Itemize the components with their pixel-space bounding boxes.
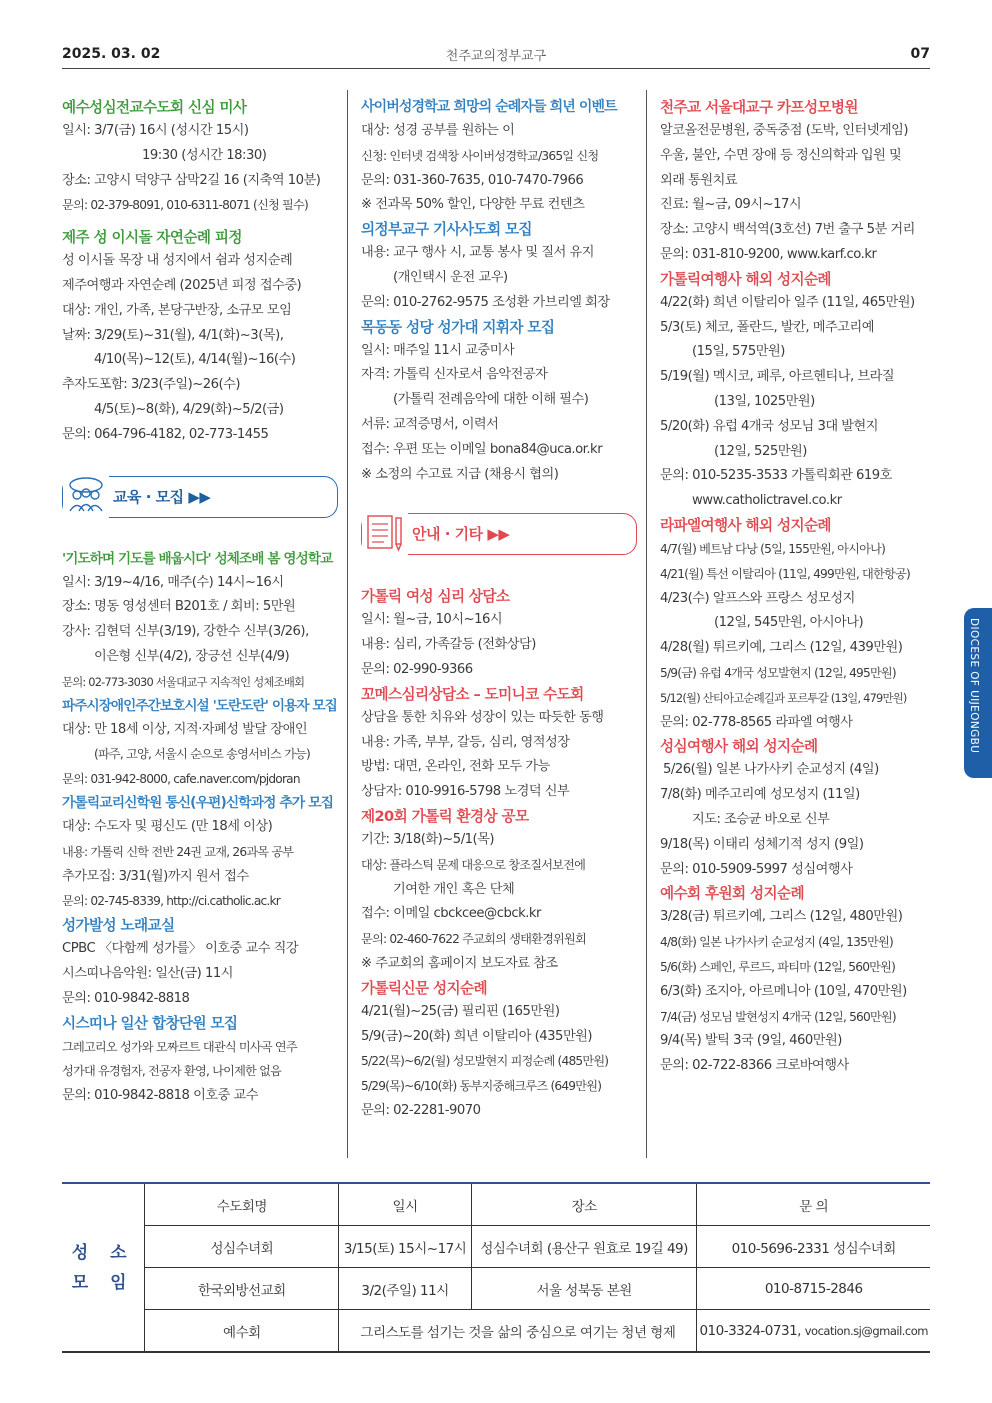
notice-theology-course xyxy=(62,792,338,914)
column-header: 장소 xyxy=(471,1183,697,1226)
notice-title: 성심여행사 해외 성지순례 xyxy=(660,738,818,756)
notice-karf-hospital xyxy=(660,96,936,268)
notice-line: 5/12(월) 산티아고순례길과 포르투갈 (13일, 479만원) xyxy=(660,690,907,705)
table-cell: 서울 성북동 본원 xyxy=(471,1268,697,1310)
notice-line: (12일, 525만원) xyxy=(714,443,807,459)
table-row xyxy=(62,1226,930,1268)
notice-line: 5/20(화) 유럽 4개국 성모님 3대 발현지 xyxy=(660,418,879,434)
notice-line: 문의: 02-722-8366 크로바여행사 xyxy=(660,1058,849,1074)
notice-environment-award xyxy=(361,805,637,977)
notice-line: (15일, 575만원) xyxy=(692,344,785,360)
notice-line: 자격: 가톨릭 신자로서 음악전공자 xyxy=(361,367,548,383)
notice-line: 일시: 월~금, 10시~16시 xyxy=(361,612,503,628)
vocation-gathering-table xyxy=(62,1182,930,1353)
table-cell: 한국외방선교회 xyxy=(145,1268,339,1310)
notice-line: 일시: 3/19~4/16, 매주(수) 14시~16시 xyxy=(62,574,284,590)
notice-line: 알코올전문병원, 중독중점 (도박, 인터넷게임) xyxy=(660,123,909,138)
people-icon xyxy=(63,473,109,519)
notice-line: 5/9(금)~20(화) 희년 이탈리아 (435만원) xyxy=(361,1028,593,1044)
notice-line: 내용: 가톨릭 신학 전반 24권 교재, 26과목 공부 xyxy=(62,844,294,859)
notice-line: 문의: 02-778-8565 라파엘 여행사 xyxy=(660,714,853,730)
notice-line: 4/8(화) 일본 나가사키 순교성지 (4일, 135만원) xyxy=(660,935,893,950)
notice-line: 대상: 수도자 및 평신도 (만 18세 이상) xyxy=(62,818,273,834)
notice-title: 가톨릭여행사 해외 성지순례 xyxy=(660,270,831,288)
section-banner-education xyxy=(62,476,338,518)
notice-line: 4/22(화) 희년 이탈리아 일주 (11일, 465만원) xyxy=(660,294,915,310)
notice-line: 3/28(금) 튀르키예, 그리스 (12일, 480만원) xyxy=(660,909,903,925)
table-cell: 010-8715-2846 xyxy=(697,1268,930,1310)
notice-women-counseling xyxy=(361,585,637,682)
notice-singing-class xyxy=(62,914,338,1011)
notice-title: 제20회 가톨릭 환경상 공모 xyxy=(361,807,529,825)
notice-line: www.catholictravel.co.kr xyxy=(692,493,842,509)
notice-choir-conductor xyxy=(361,316,637,488)
column-3 xyxy=(660,96,936,1079)
notice-line: 성 이시돌 목장 내 성지에서 쉼과 성지순례 xyxy=(62,253,293,269)
notice-line: 4/10(목)~12(토), 4/14(월)~16(수) xyxy=(94,352,296,368)
notice-title: 천주교 서울대교구 카프성모병원 xyxy=(660,99,858,116)
notice-line: 일시: 3/7(금) 16시 (성시간 15시) xyxy=(62,123,249,138)
notice-line: CPBC 〈다함께 성가를〉 이호중 교수 직강 xyxy=(62,941,299,957)
notice-line: ※ 소정의 수고료 지급 (채용시 협의) xyxy=(361,466,559,482)
notice-line: 이은형 신부(4/2), 장긍선 신부(4/9) xyxy=(94,648,290,664)
notice-line: 진료: 월~금, 09시~17시 xyxy=(660,197,802,213)
notice-line: (13일, 1025만원) xyxy=(714,393,815,409)
notice-sacred-heart-mass xyxy=(62,96,338,218)
notice-line: 일시: 매주일 11시 교중미사 xyxy=(361,342,515,358)
publication-title: 천주교의정부교구 xyxy=(445,49,547,64)
notice-line: 문의: 02-745-8339, http://ci.catholic.ac.kr xyxy=(62,894,280,909)
notice-line: 4/21(월)~25(금) 필리핀 (165만원) xyxy=(361,1003,560,1019)
notice-line: ※ 주교회의 홈페이지 보도자료 참조 xyxy=(361,955,558,971)
table-row xyxy=(62,1268,930,1310)
table-cell: 예수회 xyxy=(145,1310,339,1353)
notice-title: 예수성심전교수도회 신심 미사 xyxy=(62,99,247,116)
notice-line: 5/22(목)~6/2(월) 성모발현지 피정순례 (485만원) xyxy=(361,1054,609,1069)
notice-line: 장소: 명동 영성센터 B201호 / 회비: 5만원 xyxy=(62,599,296,615)
column-divider xyxy=(646,90,647,1158)
notice-title: 사이버성경학교 희망의 순례자들 희년 이벤트 xyxy=(361,99,617,115)
notice-line: 문의: 010-5909-5997 성심여행사 xyxy=(660,861,853,877)
page-number: 07 xyxy=(910,46,930,62)
notice-line: 대상: 성경 공부를 원하는 이 xyxy=(361,123,515,138)
column-divider xyxy=(347,90,348,1158)
notice-title: 가톨릭교리신학원 통신(우편)신학과정 추가 모집 xyxy=(62,794,334,811)
diocese-side-tab xyxy=(964,608,992,778)
notice-line: 추가모집: 3/31(월)까지 원서 접수 xyxy=(62,868,249,884)
notice-title: 제주 성 이시돌 자연순례 피정 xyxy=(62,229,242,247)
notice-line: 대상: 플라스틱 문제 대응으로 창조질서보전에 xyxy=(361,857,586,872)
notice-line: 문의: 02-990-9366 xyxy=(361,661,473,677)
notice-line: 접수: 우편 또는 이메일 bona84@uca.or.kr xyxy=(361,441,603,457)
table-side-label: 성 소 모 임 xyxy=(62,1183,145,1352)
banner-label: 안내 · 기타 ▶▶ xyxy=(412,525,510,544)
notice-line: 신청: 인터넷 검색창 사이버성경학교/365일 신청 xyxy=(361,148,599,163)
notice-title: 라파엘여행사 해외 성지순례 xyxy=(660,516,831,534)
notice-prayer-school xyxy=(62,548,338,695)
notice-raphael-travel xyxy=(660,514,936,735)
notice-line: 날짜: 3/29(토)~31(월), 4/1(화)~3(목), xyxy=(62,327,284,343)
notice-line: (파주, 고양, 서울시 순으로 송영서비스 가능) xyxy=(94,747,310,762)
table-cell: 그리스도를 섬기는 것을 삶의 중심으로 여기는 청년 형제 xyxy=(339,1310,697,1353)
column-header: 문 의 xyxy=(697,1183,930,1226)
notice-line: 장소: 고양시 백석역(3호선) 7번 출구 5분 거리 xyxy=(660,222,915,238)
notice-line: 5/6(화) 스페인, 루르드, 파티마 (12일, 560만원) xyxy=(660,959,896,974)
notice-title: '기도하며 기도를 배웁시다' 성체조배 봄 영성학교 xyxy=(62,550,333,567)
notice-line: 4/7(월) 베트남 다낭 (5일, 155만원, 아시아나) xyxy=(660,541,886,556)
notice-comes-counseling xyxy=(361,683,637,805)
notice-line: 7/8(화) 메주고리예 성모성지 (11일) xyxy=(660,787,860,803)
notice-line: 대상: 개인, 가족, 본당구반장, 소규모 모임 xyxy=(62,302,292,318)
notice-line: 서류: 교적증명서, 이력서 xyxy=(361,416,499,432)
notice-choir-recruit xyxy=(62,1012,338,1109)
notice-title: 가톨릭신문 성지순례 xyxy=(361,979,487,997)
notice-line: 기여한 개인 혹은 단체 xyxy=(393,881,515,897)
notice-line: 내용: 교구 행사 시, 교통 봉사 및 질서 유지 xyxy=(361,245,594,261)
notebook-pen-icon xyxy=(362,510,408,556)
notice-line: 대상: 만 18세 이상, 지적·자폐성 발달 장애인 xyxy=(62,721,308,737)
issue-date: 2025. 03. 02 xyxy=(62,46,161,62)
notice-title: 의정부교구 기사사도회 모집 xyxy=(361,221,532,239)
notice-line: (12일, 545만원, 아시아나) xyxy=(714,615,864,631)
table-row xyxy=(62,1310,930,1353)
notice-sungsim-travel xyxy=(660,735,936,882)
notice-knight-recruit xyxy=(361,218,637,315)
notice-line: 문의: 010-5235-3533 가톨릭회관 619호 xyxy=(660,468,892,484)
notice-line: 문의: 031-810-9200, www.karf.co.kr xyxy=(660,246,877,262)
notice-cyber-bible xyxy=(361,96,637,218)
notice-title: 꼬메스심리상담소 – 도미니코 수도회 xyxy=(361,685,584,703)
table-cell xyxy=(697,1310,930,1353)
notice-line: 기간: 3/18(화)~5/1(목) xyxy=(361,831,495,847)
table-cell: 3/2(주일) 11시 xyxy=(339,1268,471,1310)
notice-line: 5/26(월) 일본 나가사키 순교성지 (4일) xyxy=(663,762,879,778)
notice-line: 성가대 유경험자, 전공자 환영, 나이제한 없음 xyxy=(62,1064,282,1079)
notice-line: 상담자: 010-9916-5798 노경덕 신부 xyxy=(361,784,570,800)
notice-line: 7/4(금) 성모님 발현성지 4개국 (12일, 560만원) xyxy=(660,1009,896,1024)
notice-line: 문의: 010-9842-8818 xyxy=(62,990,190,1006)
banner-label: 교육 · 모집 ▶▶ xyxy=(113,487,211,506)
notice-title: 가톨릭 여성 심리 상담소 xyxy=(361,588,510,606)
side-tab-label: DIOCESE OF UIJEONGBU xyxy=(968,618,980,754)
notice-title: 성가발성 노래교실 xyxy=(62,917,175,935)
column-header: 수도회명 xyxy=(145,1183,339,1226)
notice-line: 시스띠나음악원: 일산(금) 11시 xyxy=(62,965,234,981)
notice-newspaper-pilgrimage xyxy=(361,977,637,1124)
table-cell: 010-5696-2331 성심수녀회 xyxy=(697,1226,930,1268)
column-2 xyxy=(361,96,637,1124)
notice-title: 파주시장애인주간보호시설 '도란도란' 이용자 모집 xyxy=(62,697,337,714)
notice-line: 내용: 가족, 부부, 갈등, 심리, 영적성장 xyxy=(361,734,570,750)
header-rule xyxy=(62,68,930,69)
notice-line: 제주여행과 자연순례 (2025년 피정 접수중) xyxy=(62,277,302,293)
section-banner-info xyxy=(361,513,637,555)
notice-line: (가톨릭 전례음악에 대한 이해 필수) xyxy=(393,392,589,408)
contact-email: vocation.sj@gmail.com xyxy=(804,1323,928,1338)
notice-line: 6/3(화) 조지아, 아르메니아 (10일, 470만원) xyxy=(660,983,907,999)
notice-line: 지도: 조승균 바오로 신부 xyxy=(692,811,830,827)
contact-phone: 010-3324-0731, xyxy=(699,1322,801,1339)
notice-line: 5/3(토) 체코, 폴란드, 발칸, 메주고리예 xyxy=(660,319,874,335)
column-header: 일시 xyxy=(339,1183,471,1226)
notice-line: 우울, 불안, 수면 장애 등 정신의학과 입원 및 xyxy=(660,147,902,163)
notice-line: 9/18(목) 이태리 성체기적 성지 (9일) xyxy=(660,836,864,852)
notice-jeju-retreat xyxy=(62,226,338,447)
notice-line: 4/21(월) 특선 이탈리아 (11일, 499만원, 대한항공) xyxy=(660,566,910,581)
notice-line: 문의: 031-942-8000, cafe.naver.com/pjdoran xyxy=(62,772,300,787)
table-cell: 3/15(토) 15시~17시 xyxy=(339,1226,471,1268)
notice-line: 문의: 02-379-8091, 010-6311-8071 (신청 필수) xyxy=(62,198,308,213)
notice-line: 내용: 심리, 가족갈등 (전화상담) xyxy=(361,637,536,653)
notice-line: 4/5(토)~8(화), 4/29(화)~5/2(금) xyxy=(94,401,284,417)
table-cell: 성심수녀회 (용산구 원효로 19길 49) xyxy=(471,1226,697,1268)
notice-line: 19:30 (성시간 18:30) xyxy=(142,147,267,163)
notice-line: (개인택시 운전 교우) xyxy=(393,269,508,285)
notice-line: 장소: 고양시 덕양구 삼막2길 16 (지축역 10분) xyxy=(62,172,321,188)
table-header-row xyxy=(62,1183,930,1226)
notice-line: 그레고리오 성가와 모짜르트 대관식 미사곡 연주 xyxy=(62,1039,297,1054)
notice-line: 5/19(월) 멕시코, 페루, 아르헨티나, 브라질 xyxy=(660,369,895,385)
notice-line: 문의: 064-796-4182, 02-773-1455 xyxy=(62,426,269,442)
column-1 xyxy=(62,96,338,1109)
notice-line: 상담을 통한 치유와 성장이 있는 따듯한 동행 xyxy=(361,709,604,725)
notice-line: 문의: 010-2762-9575 조성환 가브리엘 회장 xyxy=(361,294,610,310)
notice-line: 5/9(금) 유럽 4개국 성모발현지 (12일, 495만원) xyxy=(660,665,896,680)
notice-daycare-recruit xyxy=(62,695,338,792)
notice-line: 문의: 010-9842-8818 이호중 교수 xyxy=(62,1088,259,1104)
notice-line: 문의: 02-2281-9070 xyxy=(361,1102,481,1118)
notice-catholic-travel xyxy=(660,268,936,514)
notice-line: 문의: 031-360-7635, 010-7470-7966 xyxy=(361,172,584,188)
notice-line: 9/4(목) 발틱 3국 (9일, 460만원) xyxy=(660,1033,842,1049)
notice-line: ※ 전과목 50% 할인, 다양한 무료 컨텐츠 xyxy=(361,197,585,213)
notice-line: 4/28(월) 튀르키예, 그리스 (12일, 439만원) xyxy=(660,640,903,656)
notice-title: 목동동 성당 성가대 지휘자 모집 xyxy=(361,318,555,336)
notice-title: 시스띠나 일산 합창단원 모집 xyxy=(62,1014,238,1032)
notice-line: 문의: 02-460-7622 주교회의 생태환경위원회 xyxy=(361,932,586,947)
notice-line: 강사: 김현덕 신부(3/19), 강한수 신부(3/26), xyxy=(62,624,309,640)
notice-line: 방법: 대면, 온라인, 전화 모두 가능 xyxy=(361,759,550,775)
table-cell: 성심수녀회 xyxy=(145,1226,339,1268)
notice-line: 4/23(수) 알프스와 프랑스 성모성지 xyxy=(660,590,855,606)
notice-title: 예수회 후원회 성지순례 xyxy=(660,885,804,903)
notice-jesuit-pilgrimage xyxy=(660,882,936,1079)
notice-line: 5/29(목)~6/10(화) 동부지중해크루즈 (649만원) xyxy=(361,1079,602,1094)
notice-line: 추자도포함: 3/23(주일)~26(수) xyxy=(62,377,241,393)
notice-line: 외래 통원치료 xyxy=(660,172,738,188)
notice-line: 접수: 이메일 cbckcee@cbck.kr xyxy=(361,906,541,922)
notice-line: 문의: 02-773-3030 서울대교구 지속적인 성체조배회 xyxy=(62,674,305,689)
